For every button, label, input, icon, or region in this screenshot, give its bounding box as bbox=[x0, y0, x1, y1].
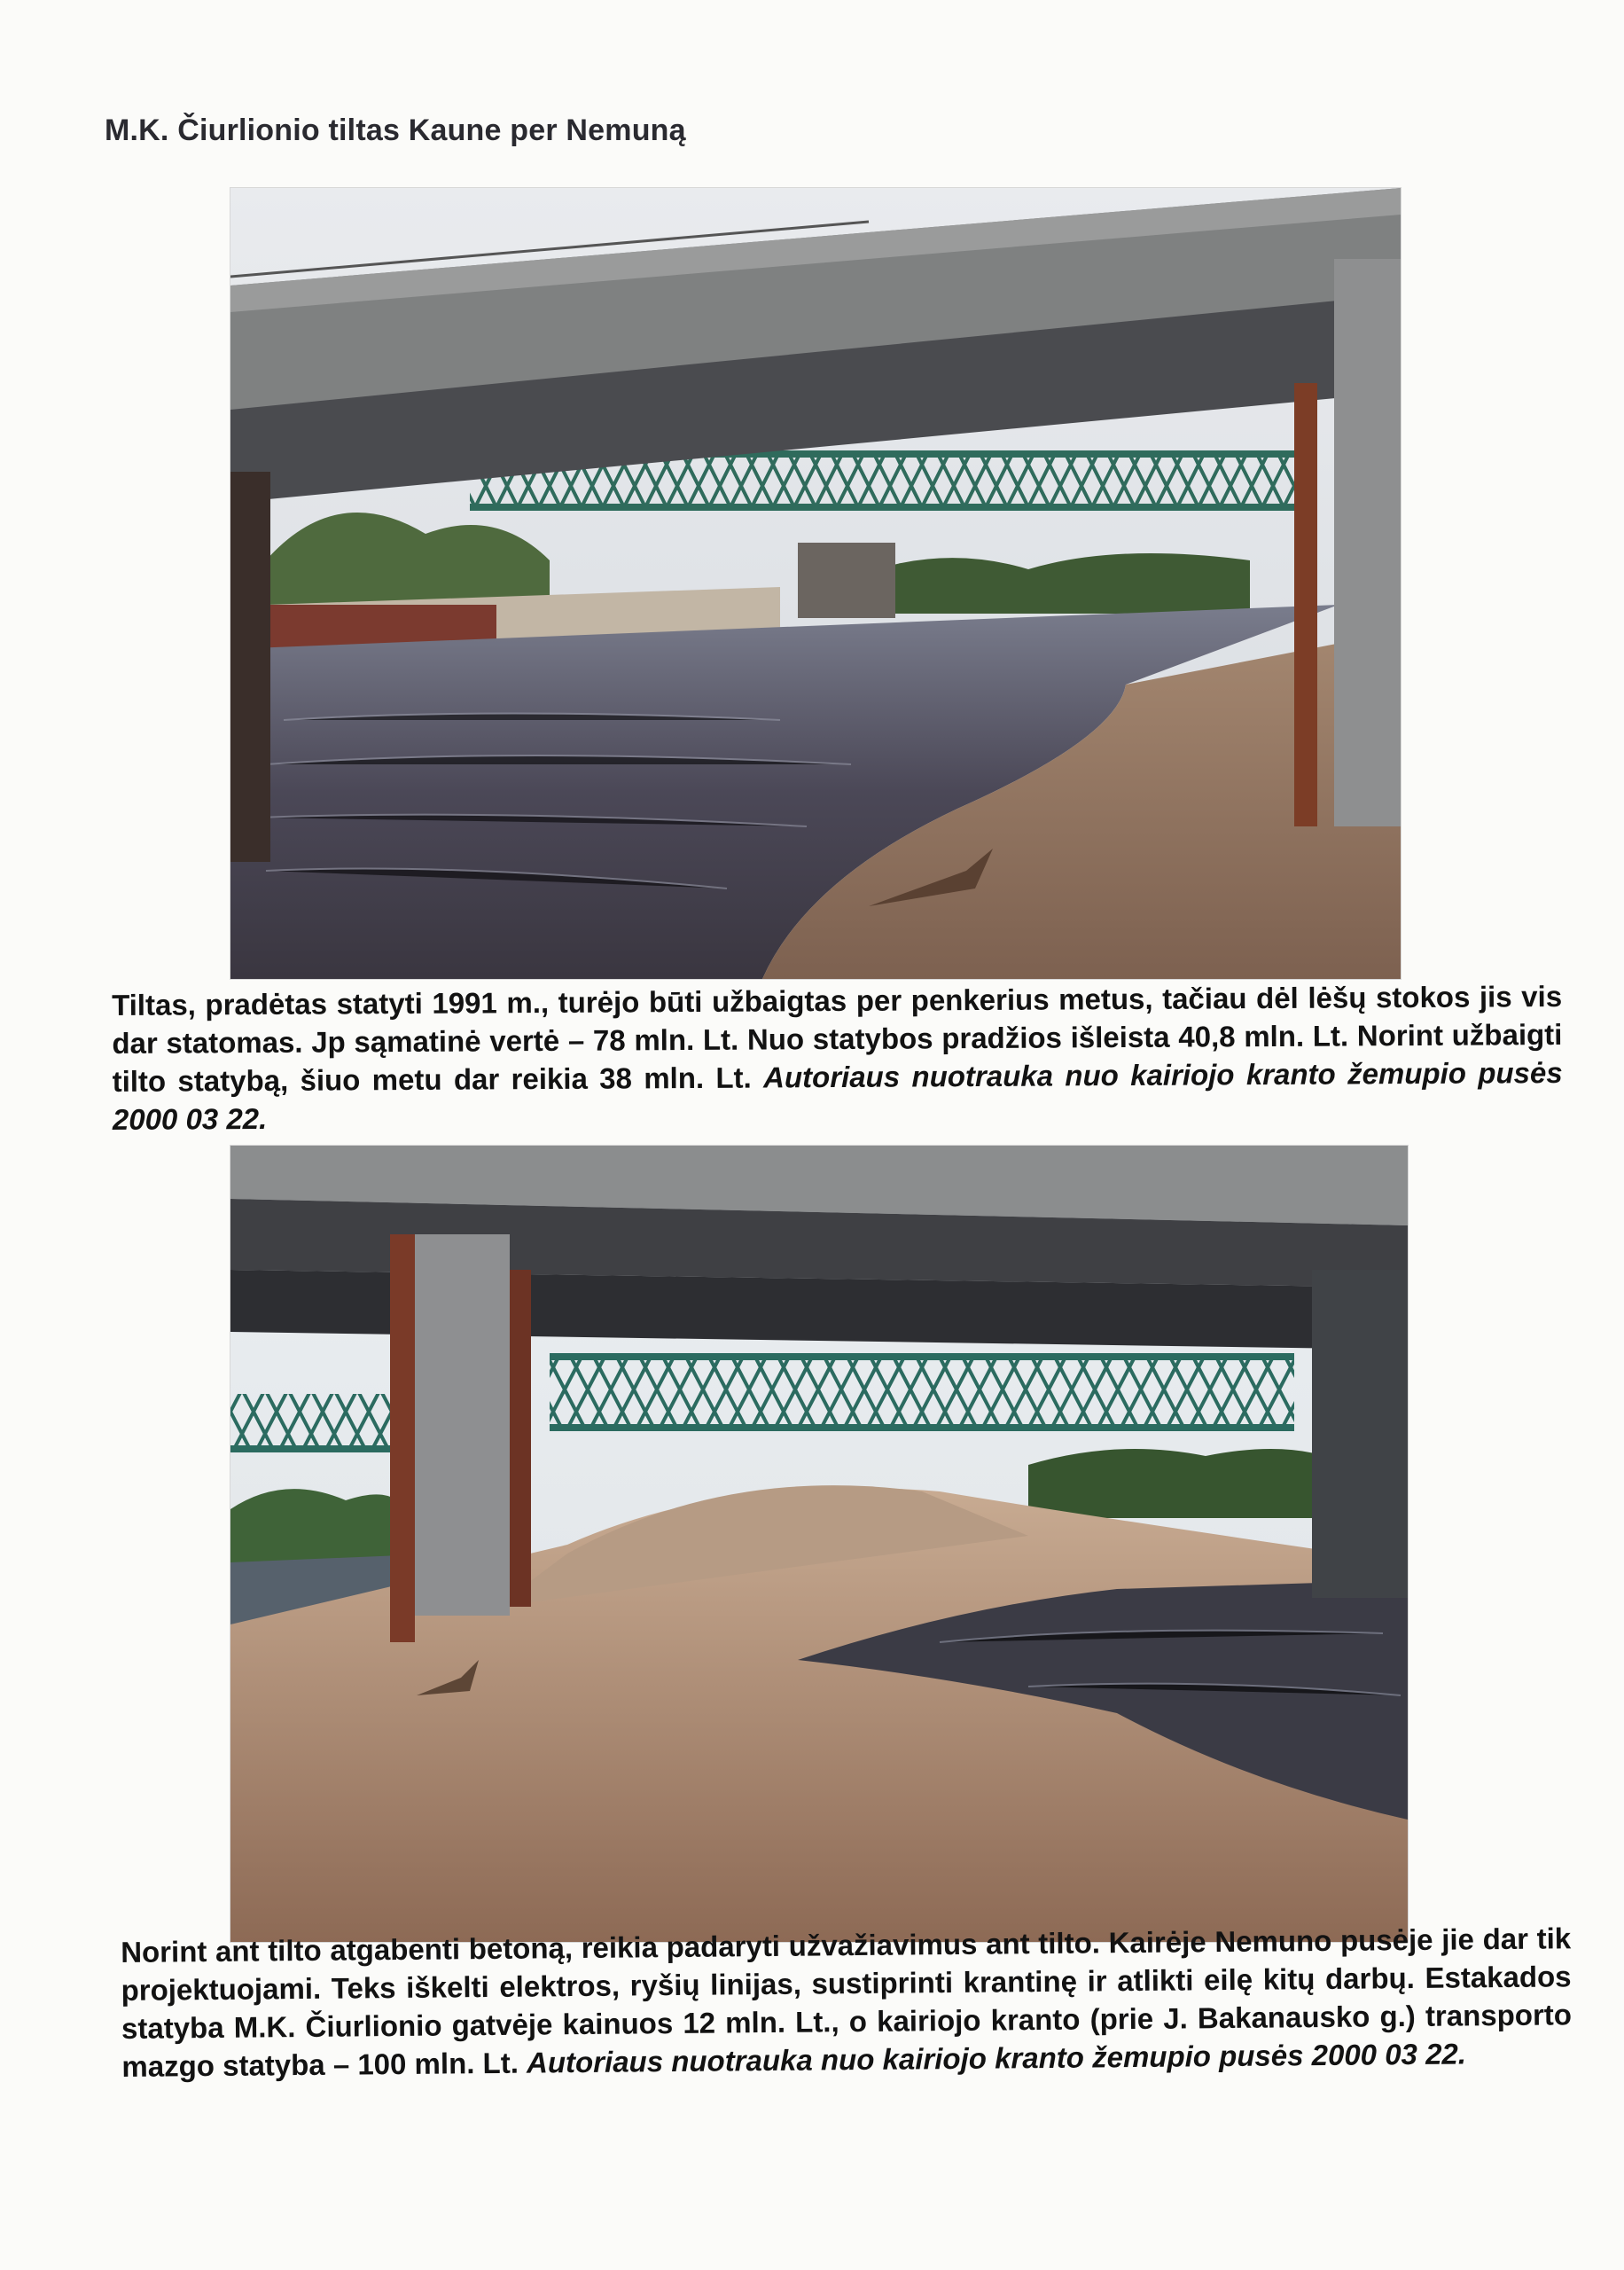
caption-1 bbox=[112, 977, 1563, 1139]
caption-1-text: Tiltas, pradėtas statyti 1991 m., turėjo būti užbaigtas per penkerius metus, tačiau dėl lėšų stokos jis vis dar statomas. Jp sąmatinė vertė – 78 mln. Lt. Nuo statybos pradžios išleista 40,8 mln. Lt. Norint užbaigti tilto statybą, šiuo metu dar reikia 38 mln. Lt. bbox=[112, 980, 1563, 1098]
bridge-photo-1-image bbox=[230, 188, 1401, 979]
bridge-photo-1 bbox=[230, 188, 1401, 979]
caption-2-credit: Autoriaus nuotrauka nuo kairiojo kranto žemupio pusės 2000 03 22. bbox=[526, 2037, 1467, 2079]
caption-2-text: Norint ant tilto atgabenti betoną, reikia padaryti užvažiavimus ant tilto. Kairėje Nemuno pusėje jie dar tik projektuojami. Teks iškelti elektros, ryšių linijas, sustiprinti krantinę ir atlikti eilę kitų darbų. Estakados statyba M.K. Čiurlionio gatvėje kainuos 12 mln. Lt., o kairiojo kranto (prie J. Bakanausko g.) transporto mazgo statyba – 100 mln. Lt. bbox=[121, 1922, 1573, 2083]
caption-1-credit: Autoriaus nuotrauka nuo kairiojo kranto žemupio pusės 2000 03 22. bbox=[112, 1056, 1563, 1136]
page-title: M.K. Čiurlionio tiltas Kaune per Nemuną bbox=[105, 114, 686, 147]
bridge-photo-2 bbox=[230, 1146, 1408, 1942]
bridge-photo-2-image bbox=[230, 1146, 1408, 1942]
caption-2 bbox=[121, 1919, 1573, 2086]
